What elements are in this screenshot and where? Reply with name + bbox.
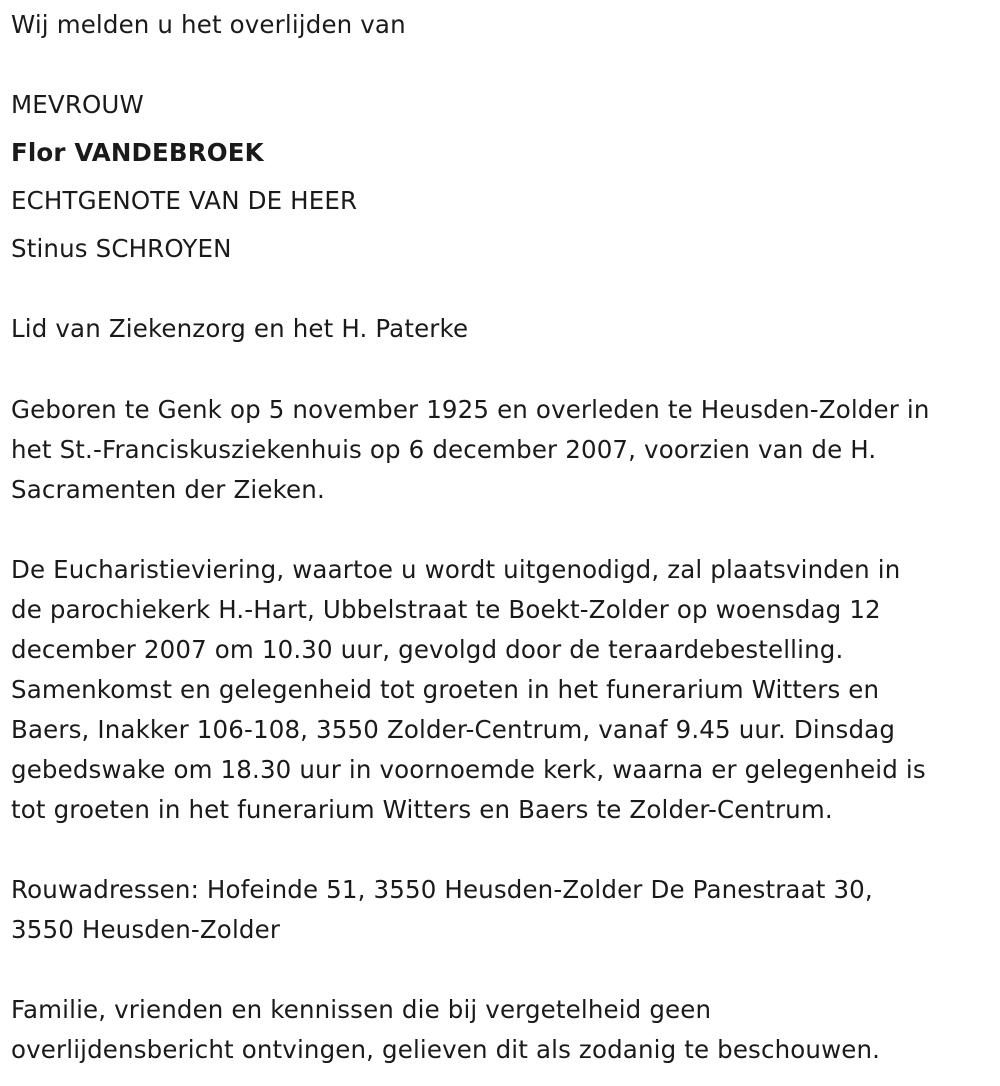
intro-text: Wij melden u het overlijden van bbox=[11, 10, 406, 39]
ceremony-line-1: De Eucharistieviering, waartoe u wordt uitgenodigd, zal plaatsvinden in bbox=[11, 555, 901, 584]
birth-death-line-1: Geboren te Genk op 5 november 1925 en overleden te Heusden-Zolder in bbox=[11, 395, 930, 424]
deceased-name: Flor VANDEBROEK bbox=[11, 138, 264, 167]
ceremony-line-6: gebedswake om 18.30 uur in voornoemde kerk, waarna er gelegenheid is bbox=[11, 755, 926, 784]
ceremony-line-7: tot groeten in het funerarium Witters en Baers te Zolder-Centrum. bbox=[11, 795, 833, 824]
closing-line-1: Familie, vrienden en kennissen die bij vergetelheid geen bbox=[11, 995, 712, 1024]
ceremony-line-2: de parochiekerk H.-Hart, Ubbelstraat te Boekt-Zolder op woensdag 12 bbox=[11, 595, 881, 624]
birth-death-line-2: het St.-Franciskusziekenhuis op 6 december 2007, voorzien van de H. bbox=[11, 435, 877, 464]
address-line-2: 3550 Heusden-Zolder bbox=[11, 915, 281, 944]
closing-line-2: overlijdensbericht ontvingen, gelieven dit als zodanig te beschouwen. bbox=[11, 1035, 881, 1064]
membership-text: Lid van Ziekenzorg en het H. Paterke bbox=[11, 314, 469, 343]
ceremony-line-3: december 2007 om 10.30 uur, gevolgd door de teraardebestelling. bbox=[11, 635, 844, 664]
birth-death-line-3: Sacramenten der Zieken. bbox=[11, 475, 325, 504]
spouse-name: Stinus SCHROYEN bbox=[11, 234, 232, 263]
ceremony-line-5: Baers, Inakker 106-108, 3550 Zolder-Centrum, vanaf 9.45 uur. Dinsdag bbox=[11, 715, 896, 744]
address-line-1: Rouwadressen: Hofeinde 51, 3550 Heusden-Zolder De Panestraat 30, bbox=[11, 875, 873, 904]
honorific: MEVROUW bbox=[11, 90, 144, 119]
spouse-title: ECHTGENOTE VAN DE HEER bbox=[11, 186, 358, 215]
ceremony-line-4: Samenkomst en gelegenheid tot groeten in het funerarium Witters en bbox=[11, 675, 880, 704]
